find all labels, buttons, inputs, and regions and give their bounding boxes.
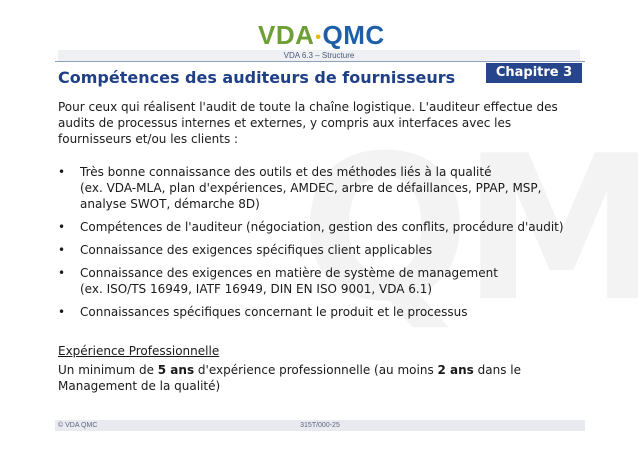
footer-copyright: © VDA QMC	[58, 422, 98, 429]
footer-code: 315T/000-25	[300, 422, 340, 429]
experience-text-part: Un minimum de	[58, 363, 158, 377]
experience-text-part: dans le Management de la qualité)	[58, 363, 522, 393]
experience-text	[58, 362, 586, 394]
list-item-line: analyse SWOT, démarche 8D)	[80, 197, 260, 211]
list-item-line: Connaissances spécifiques concernant le produit et le processus	[80, 305, 468, 319]
list-item-line: Compétences de l'auditeur (négociation, gestion des conflits, procédure d'audit)	[80, 220, 564, 234]
header-divider	[55, 61, 585, 62]
bullet-marker: •	[58, 305, 66, 319]
experience-years-quality: 2 ans	[437, 363, 474, 377]
list-item-line: Très bonne connaissance des outils et des méthodes liés à la qualité	[80, 165, 492, 179]
list-item	[58, 242, 588, 258]
list-item-line: Connaissance des exigences en matière de système de management	[80, 266, 498, 280]
bullet-marker: •	[58, 243, 66, 257]
list-item	[58, 164, 588, 212]
bullet-marker: •	[58, 220, 66, 234]
experience-heading: Expérience Professionnelle	[58, 344, 220, 358]
footer-bar	[55, 420, 585, 431]
logo-qmc: QMC	[322, 20, 385, 50]
list-item-line: Connaissance des exigences spécifiques client applicables	[80, 243, 433, 257]
logo-dot: •	[315, 29, 322, 46]
vda-qmc-logo	[258, 22, 385, 48]
list-item	[58, 304, 588, 320]
competence-list	[58, 164, 588, 327]
header-subtitle: VDA 6.3 – Structure	[58, 50, 580, 61]
experience-text-part: d'expérience professionnelle (au moins	[194, 363, 438, 377]
chapter-badge: Chapitre 3	[486, 63, 582, 83]
page-title: Compétences des auditeurs de fournisseurs	[58, 68, 456, 87]
intro-paragraph: Pour ceux qui réalisent l'audit de toute la chaîne logistique. L'auditeur effectue des audits de processus internes et externes, y compris aux interfaces avec les fournisseurs et/ou les clients :	[58, 100, 558, 146]
list-item	[58, 265, 588, 297]
logo-vda: VDA	[258, 20, 315, 50]
experience-years-min: 5 ans	[157, 363, 195, 377]
list-item-line: (ex. ISO/TS 16949, IATF 16949, DIN EN ISO 9001, VDA 6.1)	[80, 282, 433, 296]
list-item-line: (ex. VDA-MLA, plan d'expériences, AMDEC, arbre de défaillances, PPAP, MSP,	[80, 181, 542, 195]
bullet-marker: •	[58, 266, 66, 280]
bullet-marker: •	[58, 165, 66, 179]
list-item	[58, 219, 588, 235]
